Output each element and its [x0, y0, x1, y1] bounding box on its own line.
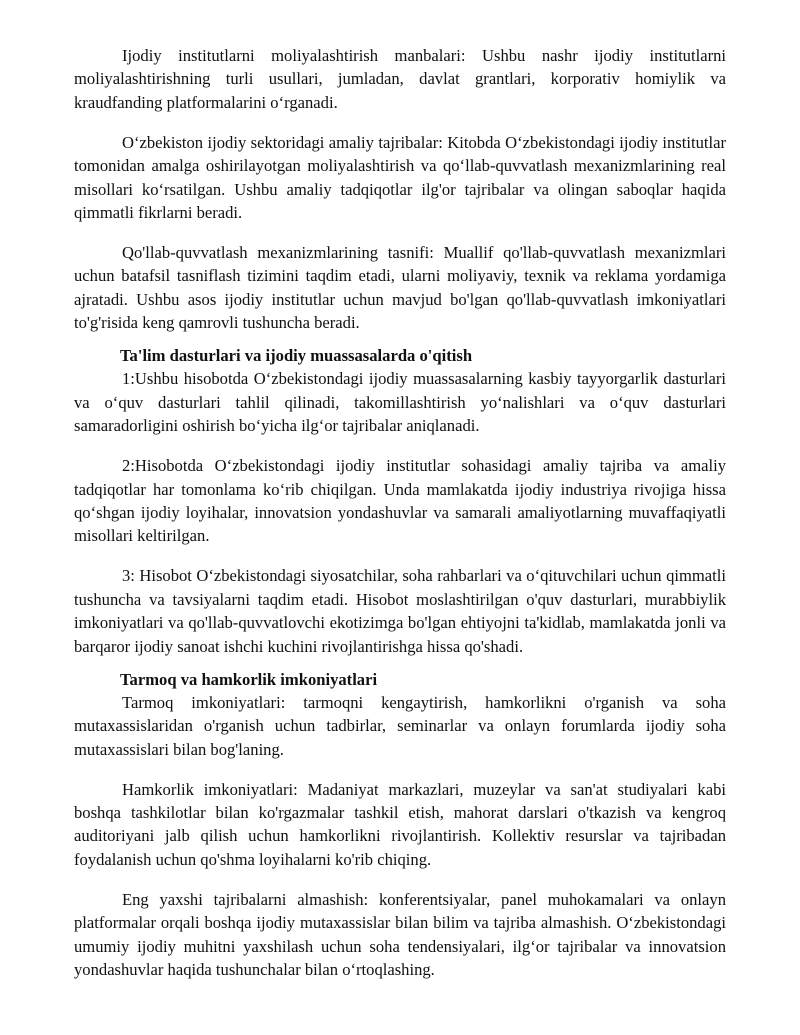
paragraph-network-3: Eng yaxshi tajribalarni almashish: konferentsiyalar, panel muhokamalari va onlayn platformalar orqali boshqa ijodiy mutaxassislar bilan bilim va tajriba almashish. O‘zbekistondagi umumiy ijodiy muhitni yaxshilash uchun soha tendensiyalari, ilg‘or tajribalar va innovatsion yondashuvlar haqida tushunchalar bilan o‘rtoqlashing.	[74, 889, 726, 979]
paragraph-education-1: 1:Ushbu hisobotda O‘zbekistondagi ijodiy muassasalarning kasbiy tayyorgarlik dasturlari va o‘quv dasturlari tahlil qilinadi, takomillashtirish yo‘nalishlari va o‘quv dasturlari samaradorligini oshirish bo‘yicha ilg‘or tajribalar aniqlanadi.	[74, 369, 726, 436]
paragraph-funding-sources: Ijodiy institutlarni moliyalashtirish manbalari: Ushbu nashr ijodiy institutlarni moliyalashtirishning turli usullari, jumladan, davlat grantlari, korporativ homiylik va kraudfanding platformalarini o‘rganadi.	[74, 46, 726, 112]
paragraph-practical-experience: O‘zbekiston ijodiy sektoridagi amaliy tajribalar: Kitobda O‘zbekistondagi ijodiy institutlar tomonidan amalga oshirilayotgan moliyalashtirish va qo‘llab-quvvatlash mexanizmlarining real misollari ko‘rsatilgan. Ushbu amaliy tadqiqotlar ilg'or tajribalar va olingan saboqlar haqida qimmatli fikrlarni beradi.	[74, 132, 726, 222]
paragraph-education-2: 2:Hisobotda O‘zbekistondagi ijodiy institutlar sohasidagi amaliy tajriba va amaliy tadqiqotlar har tomonlama ko‘rib chiqilgan. Unda mamlakatda ijodiy industriya rivojiga hissa qo‘shgan ijodiy loyihalar, innovatsion yondashuvlar va samarali amaliyotlarning muvaffaqiyatli misollari keltirilgan.	[74, 456, 726, 546]
paragraph-support-classification: Qo'llab-quvvatlash mexanizmlarining tasnifi: Muallif qo'llab-quvvatlash mexanizmlari uchun batafsil tasniflash tizimini taqdim etadi, ularni moliyaviy, texnik va reklama yordamiga ajratadi. Ushbu asos ijodiy institutlar uchun mavjud bo'lgan qo'llab-quvvatlash imkoniyatlari to'g'risida keng qamrovli tushuncha beradi.	[74, 242, 726, 333]
paragraph-network-1: Tarmoq imkoniyatlari: tarmoqni kengaytirish, hamkorlikni o'rganish va soha mutaxassislaridan o'rganish uchun tadbirlar, seminarlar va onlayn forumlarda ijodiy soha mutaxassislari bilan bog'laning.	[74, 692, 726, 759]
paragraph-network-2: Hamkorlik imkoniyatlari: Madaniyat markazlari, muzeylar va san'at studiyalari kabi boshqa tashkilotlar bilan ko'rgazmalar tashkil etish, mahorat darslari o'tkazish va kengroq auditoriyani jalb qilish uchun hamkorlikni rivojlantirish. Kollektiv resurslar va tajribadan foydalanish uchun qo'shma loyihalarni ko'rib chiqing.	[74, 779, 726, 869]
paragraph-education-3: 3: Hisobot O‘zbekistondagi siyosatchilar, soha rahbarlari va o‘qituvchilari uchun qimmatli tushuncha va tavsiyalarni taqdim etadi. Hisobot moslashtirilgan o'quv dasturlari, murabbiylik imkoniyatlari va qo'llab-quvvatlovchi ekotizimga bo'lgan ehtiyojni ta'kidlab, mamlakatda jonli va barqaror ijodiy sanoat ishchi kuchini rivojlantirishga hissa qo'shadi.	[74, 566, 726, 656]
section-heading-network: Tarmoq va hamkorlik imkoniyatlari	[120, 669, 378, 689]
section-heading-education: Ta'lim dasturlari va ijodiy muassasalarda o'qitish	[120, 346, 473, 366]
